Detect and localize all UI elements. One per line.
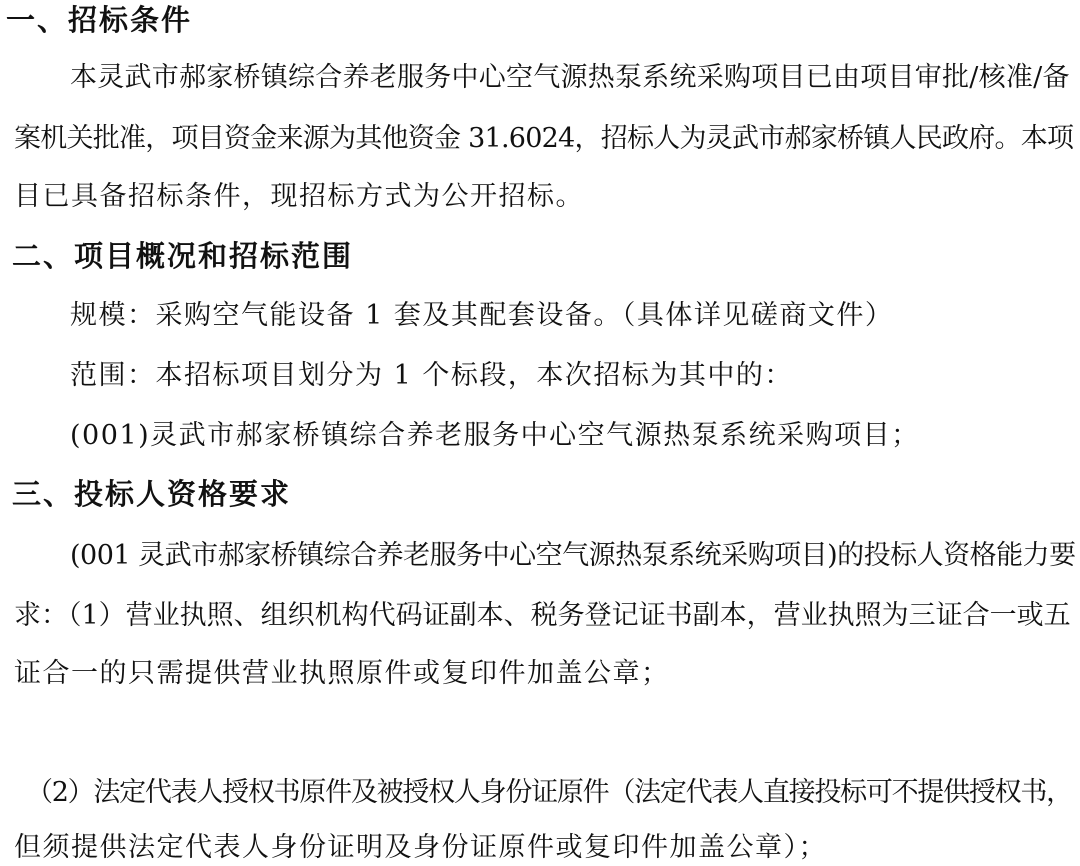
paragraph-line: 本灵武市郝家桥镇综合养老服务中心空气源热泵系统采购项目已由项目审批/核准/备 [70, 62, 1070, 93]
paragraph-line: 规模：采购空气能设备 1 套及其配套设备。（具体详见磋商文件） [70, 300, 894, 331]
paragraph-line: (001)灵武市郝家桥镇综合养老服务中心空气源热泵系统采购项目； [70, 420, 920, 451]
paragraph-line: 范围：本招标项目划分为 1 个标段，本次招标为其中的： [70, 360, 793, 391]
paragraph-line: (001 灵武市郝家桥镇综合养老服务中心空气源热泵系统采购项目)的投标人资格能力要 [70, 540, 1076, 571]
paragraph-line: 求：（1）营业执照、组织机构代码证副本、税务登记证书副本，营业执照为三证合一或五 [14, 600, 1071, 631]
paragraph-line: 证合一的只需提供营业执照原件或复印件加盖公章； [14, 658, 670, 689]
section-heading-1: 一、招标条件 [6, 3, 193, 37]
paragraph-line: 目已具备招标条件，现招标方式为公开招标。 [14, 181, 584, 212]
paragraph-line: 案机关批准，项目资金来源为其他资金 31.6024，招标人为灵武市郝家桥镇人民政府。本项 [14, 123, 1074, 154]
paragraph-line: （2）法定代表人授权书原件及被授权人身份证原件（法定代表人直接投标可不提供授权书， [26, 777, 1072, 808]
paragraph-line: 但须提供法定代表人身份证明及身份证原件或复印件加盖公章）； [14, 832, 827, 863]
section-heading-2: 二、项目概况和招标范围 [12, 239, 354, 273]
section-heading-3: 三、投标人资格要求 [12, 477, 292, 511]
